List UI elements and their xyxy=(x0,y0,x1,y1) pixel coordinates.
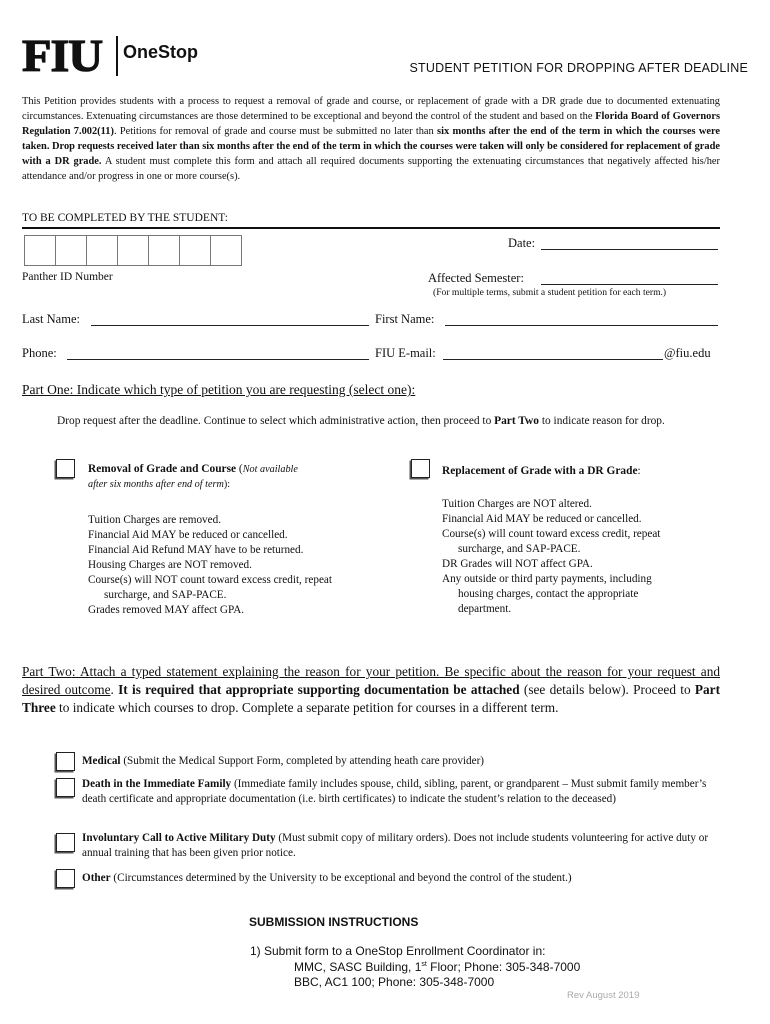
ordinal-suffix: st xyxy=(421,961,427,968)
reason-military-duty xyxy=(82,831,712,861)
intro-deadline-rule: six months after the end of the term in which the courses were taken. Drop requests received later than six months after the end of the term in which the courses were taken will only be considered for replacement of grade with a DR grade. xyxy=(22,126,720,167)
panther-id-digit-box[interactable] xyxy=(24,235,56,266)
panther-id-label: Panther ID Number xyxy=(22,271,113,283)
fiu-logo-text: FIU xyxy=(22,30,103,81)
part-two-instructions xyxy=(22,663,720,717)
submission-step-1: 1) Submit form to a OneStop Enrollment Coordinator in: xyxy=(250,944,546,958)
last-name-label: Last Name: xyxy=(22,312,80,326)
reason-text: (Must submit copy of military orders). Does not include students volunteering for active duty or annual training that has been given prior notice. xyxy=(82,832,709,859)
semester-note: (For multiple terms, submit a student petition for each term.) xyxy=(433,287,667,298)
replacement-dr-grade-checkbox[interactable] xyxy=(411,459,430,478)
part-two-text-1: : Attach a typed statement explaining the reason for your petition. Be specific about the reason for your request and desired outcome xyxy=(22,664,720,697)
semester-field[interactable] xyxy=(541,284,718,285)
intro-regulation: Florida Board of Governors Regulation 7.002(11) xyxy=(22,111,720,137)
option1-title-text: Removal of Grade and Course xyxy=(88,463,237,475)
effect-item: Course(s) will NOT count toward excess credit, repeat xyxy=(88,574,332,586)
replacement-dr-grade-effects xyxy=(442,497,660,617)
drop-text-1: Drop request after the deadline. Continue to select which administrative action, then proceed to xyxy=(57,415,495,427)
medical-checkbox[interactable] xyxy=(56,752,75,771)
part-one-label: Part One xyxy=(22,382,70,397)
panther-id-digit-box[interactable] xyxy=(148,235,180,266)
email-field[interactable] xyxy=(443,359,663,360)
reason-title: Medical xyxy=(82,755,121,767)
first-name-field[interactable] xyxy=(445,325,718,326)
phone-field[interactable] xyxy=(67,359,369,360)
mmc-text: MMC, SASC Building, 1 xyxy=(294,960,422,974)
form-title: STUDENT PETITION FOR DROPPING AFTER DEADLINE xyxy=(409,61,748,75)
intro-text-3: A student must complete this form and attach all required documents supporting the extenuating circumstances that negatively affected his/her attendance and/or progress in one or more course(s). xyxy=(22,156,720,182)
onestop-brand: OneStop xyxy=(123,42,198,62)
effect-item: Tuition Charges are NOT altered. xyxy=(442,498,592,510)
fiu-onestop-logo xyxy=(22,30,198,81)
section-divider xyxy=(22,227,720,229)
panther-id-digit-box[interactable] xyxy=(55,235,87,266)
logo-divider xyxy=(116,36,118,76)
last-name-field[interactable] xyxy=(91,325,369,326)
reason-text: (Circumstances determined by the University to be exceptional and beyond the control of the student.) xyxy=(110,872,572,884)
panther-id-digit-box[interactable] xyxy=(117,235,149,266)
option1-paren-close: ): xyxy=(223,479,231,490)
reason-title: Involuntary Call to Active Military Duty xyxy=(82,832,276,844)
intro-text-2: . Petitions for removal of grade and course must be submitted no later than xyxy=(113,126,438,137)
panther-id-digit-box[interactable] xyxy=(86,235,118,266)
part-two-label: Part Two xyxy=(22,664,72,679)
effect-item: Financial Aid MAY be reduced or cancelled. xyxy=(88,529,288,541)
option1-paren-open: ( xyxy=(236,463,243,475)
submission-heading: SUBMISSION INSTRUCTIONS xyxy=(249,915,419,929)
effect-item: Grades removed MAY affect GPA. xyxy=(88,604,245,616)
mmc-phone: Floor; Phone: 305-348-7000 xyxy=(426,960,581,974)
effect-item: Financial Aid MAY be reduced or cancelled. xyxy=(442,513,642,525)
effect-item: Course(s) will count toward excess credit, repeat xyxy=(442,528,661,540)
date-field[interactable] xyxy=(541,249,718,250)
panther-id-digit-box[interactable] xyxy=(210,235,242,266)
semester-label: Affected Semester: xyxy=(428,271,524,285)
part-two-part-three: Part Three xyxy=(22,682,720,715)
part-two-text-3: (see details below). Proceed to xyxy=(519,682,695,697)
reason-text: (Immediate family includes spouse, child, sibling, parent, or grandparent – Must submit family member’s death certificate and appropriate documentation (i.e. birth certificates) to indicate the student’s relation to the deceased) xyxy=(82,778,707,805)
student-section-heading: TO BE COMPLETED BY THE STUDENT: xyxy=(22,212,228,224)
email-label: FIU E-mail: xyxy=(375,346,436,360)
reason-title: Death in the Immediate Family xyxy=(82,778,232,790)
phone-label: Phone: xyxy=(22,346,57,360)
removal-of-grade-effects xyxy=(88,513,332,618)
removal-of-grade-checkbox[interactable] xyxy=(56,459,75,478)
date-label: Date: xyxy=(508,236,536,250)
removal-of-grade-title xyxy=(88,463,298,475)
option1-not-available: Not available xyxy=(242,464,298,475)
option2-title-colon: : xyxy=(637,465,641,477)
effect-item: housing charges, contact the appropriate xyxy=(458,588,639,600)
drop-text-part-two: Part Two xyxy=(494,415,539,427)
part-two-text-2: . xyxy=(110,682,119,697)
panther-id-digit-box[interactable] xyxy=(179,235,211,266)
effect-item: department. xyxy=(458,603,512,615)
intro-paragraph xyxy=(22,94,720,184)
reason-medical xyxy=(82,754,712,769)
reason-death-in-family xyxy=(82,777,712,807)
death-in-family-checkbox[interactable] xyxy=(56,778,75,797)
submission-mmc-location xyxy=(294,960,580,974)
replacement-dr-grade-title xyxy=(442,465,641,477)
effect-item: surcharge, and SAP-PACE. xyxy=(104,589,227,601)
revision-date: Rev August 2019 xyxy=(567,990,640,1001)
reason-title: Other xyxy=(82,872,111,884)
intro-text-1: This Petition provides students with a process to request a removal of grade and course, or replacement of grade with a DR grade due to documented extenuating circumstances. Extenuating circumstances are those determined to be exceptional and beyond the control of the student and based on the xyxy=(22,96,720,122)
option2-title-text: Replacement of Grade with a DR Grade xyxy=(442,465,638,477)
military-duty-checkbox[interactable] xyxy=(56,833,75,852)
removal-of-grade-note xyxy=(88,479,230,490)
submission-bbc-location: BBC, AC1 100; Phone: 305-348-7000 xyxy=(294,975,495,989)
other-checkbox[interactable] xyxy=(56,869,75,888)
part-two-text-4: to indicate which courses to drop. Complete a separate petition for courses in a different term. xyxy=(55,700,559,715)
effect-item: Housing Charges are NOT removed. xyxy=(88,559,252,571)
effect-item: DR Grades will NOT affect GPA. xyxy=(442,558,593,570)
effect-item: Tuition Charges are removed. xyxy=(88,514,221,526)
panther-id-boxes[interactable] xyxy=(25,235,242,265)
drop-text-2: to indicate reason for drop. xyxy=(538,415,665,427)
effect-item: surcharge, and SAP-PACE. xyxy=(458,543,581,555)
email-domain-suffix: @fiu.edu xyxy=(664,346,711,360)
drop-request-text xyxy=(57,414,697,430)
reason-other xyxy=(82,871,712,886)
reason-text: (Submit the Medical Support Form, completed by attending heath care provider) xyxy=(120,755,485,767)
effect-item: Any outside or third party payments, including xyxy=(442,573,652,585)
part-one-heading xyxy=(22,382,415,398)
first-name-label: First Name: xyxy=(375,312,435,326)
part-one-instruction: : Indicate which type of petition you are requesting (select one): xyxy=(69,382,416,397)
effect-item: Financial Aid Refund MAY have to be returned. xyxy=(88,544,304,556)
option1-note-text: after six months after end of term xyxy=(88,479,224,490)
part-two-required-doc: It is required that appropriate supporting documentation be attached xyxy=(118,682,520,697)
